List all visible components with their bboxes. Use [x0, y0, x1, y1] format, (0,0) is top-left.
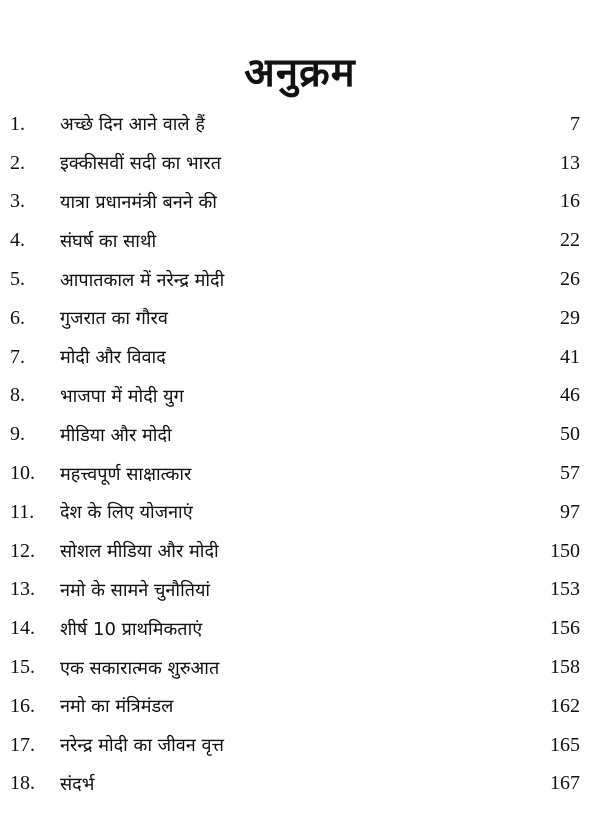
entry-number: 5. [10, 268, 25, 291]
chapter-title: अच्छे दिन आने वाले हैं [60, 114, 205, 136]
toc-entry [0, 260, 600, 299]
toc-entry [0, 415, 600, 454]
entry-number: 1. [10, 112, 25, 135]
toc-entry [0, 532, 600, 571]
entry-number: 4. [10, 229, 25, 252]
entry-number: 17. [10, 733, 35, 756]
chapter-title: एक सकारात्मक शुरुआत [60, 657, 220, 679]
chapter-title: नरेन्द्र मोदी का जीवन वृत्त [60, 735, 224, 757]
entry-number: 14. [10, 617, 35, 640]
entry-number: 6. [10, 306, 25, 329]
chapter-title: यात्रा प्रधानमंत्री बनने की [60, 191, 217, 213]
entry-number: 10. [10, 462, 35, 485]
chapter-title: आपातकाल में नरेन्द्र मोदी [60, 269, 225, 291]
toc-entry [0, 609, 600, 648]
page-number: 167 [550, 772, 580, 795]
page-number: 57 [560, 462, 580, 485]
toc-entry [0, 338, 600, 377]
chapter-title: सोशल मीडिया और मोदी [60, 541, 219, 563]
toc-entry [0, 648, 600, 687]
entry-number: 16. [10, 694, 35, 717]
entry-number: 12. [10, 539, 35, 562]
chapter-title: देश के लिए योजनाएं [60, 502, 193, 524]
toc-entry [0, 454, 600, 493]
chapter-title: महत्त्वपूर्ण साक्षात्कार [60, 463, 192, 485]
table-of-contents [0, 105, 600, 803]
toc-entry [0, 726, 600, 765]
chapter-title: संदर्भ [60, 773, 95, 795]
chapter-title: इक्कीसवीं सदी का भारत [60, 153, 221, 175]
chapter-title: मोदी और विवाद [60, 347, 166, 369]
toc-entry [0, 183, 600, 222]
chapter-title: गुजरात का गौरव [60, 308, 168, 330]
chapter-title: शीर्ष 10 प्राथमिकताएं [60, 618, 203, 640]
page-number: 13 [560, 151, 580, 174]
page-title: अनुक्रम [244, 49, 356, 96]
entry-number: 11. [10, 500, 35, 523]
chapter-title: मीडिया और मोदी [60, 424, 172, 446]
page-number: 7 [570, 112, 580, 135]
chapter-title: नमो का मंत्रिमंडल [60, 696, 174, 718]
page-number: 46 [560, 384, 580, 407]
chapter-title: भाजपा में मोदी युग [60, 385, 184, 407]
entry-number: 15. [10, 656, 35, 679]
toc-entry [0, 687, 600, 726]
page-number: 97 [560, 500, 580, 523]
toc-entry [0, 765, 600, 804]
page-number: 153 [550, 578, 580, 601]
page-number: 156 [550, 617, 580, 640]
chapter-title: नमो के सामने चुनौतियां [60, 579, 211, 601]
page-number: 29 [560, 306, 580, 329]
toc-entry [0, 377, 600, 416]
toc-entry [0, 144, 600, 183]
entry-number: 2. [10, 151, 25, 174]
page-number: 26 [560, 268, 580, 291]
toc-entry [0, 299, 600, 338]
entry-number: 13. [10, 578, 35, 601]
toc-entry [0, 105, 600, 144]
page-number: 16 [560, 190, 580, 213]
toc-entry [0, 221, 600, 260]
page-number: 50 [560, 423, 580, 446]
page-number: 158 [550, 656, 580, 679]
entry-number: 7. [10, 345, 25, 368]
entry-number: 9. [10, 423, 25, 446]
entry-number: 18. [10, 772, 35, 795]
page-number: 165 [550, 733, 580, 756]
toc-entry [0, 571, 600, 610]
page-number: 41 [560, 345, 580, 368]
entry-number: 8. [10, 384, 25, 407]
entry-number: 3. [10, 190, 25, 213]
toc-entry [0, 493, 600, 532]
page-number: 150 [550, 539, 580, 562]
page-number: 22 [560, 229, 580, 252]
page-number: 162 [550, 694, 580, 717]
chapter-title: संघर्ष का साथी [60, 230, 157, 252]
